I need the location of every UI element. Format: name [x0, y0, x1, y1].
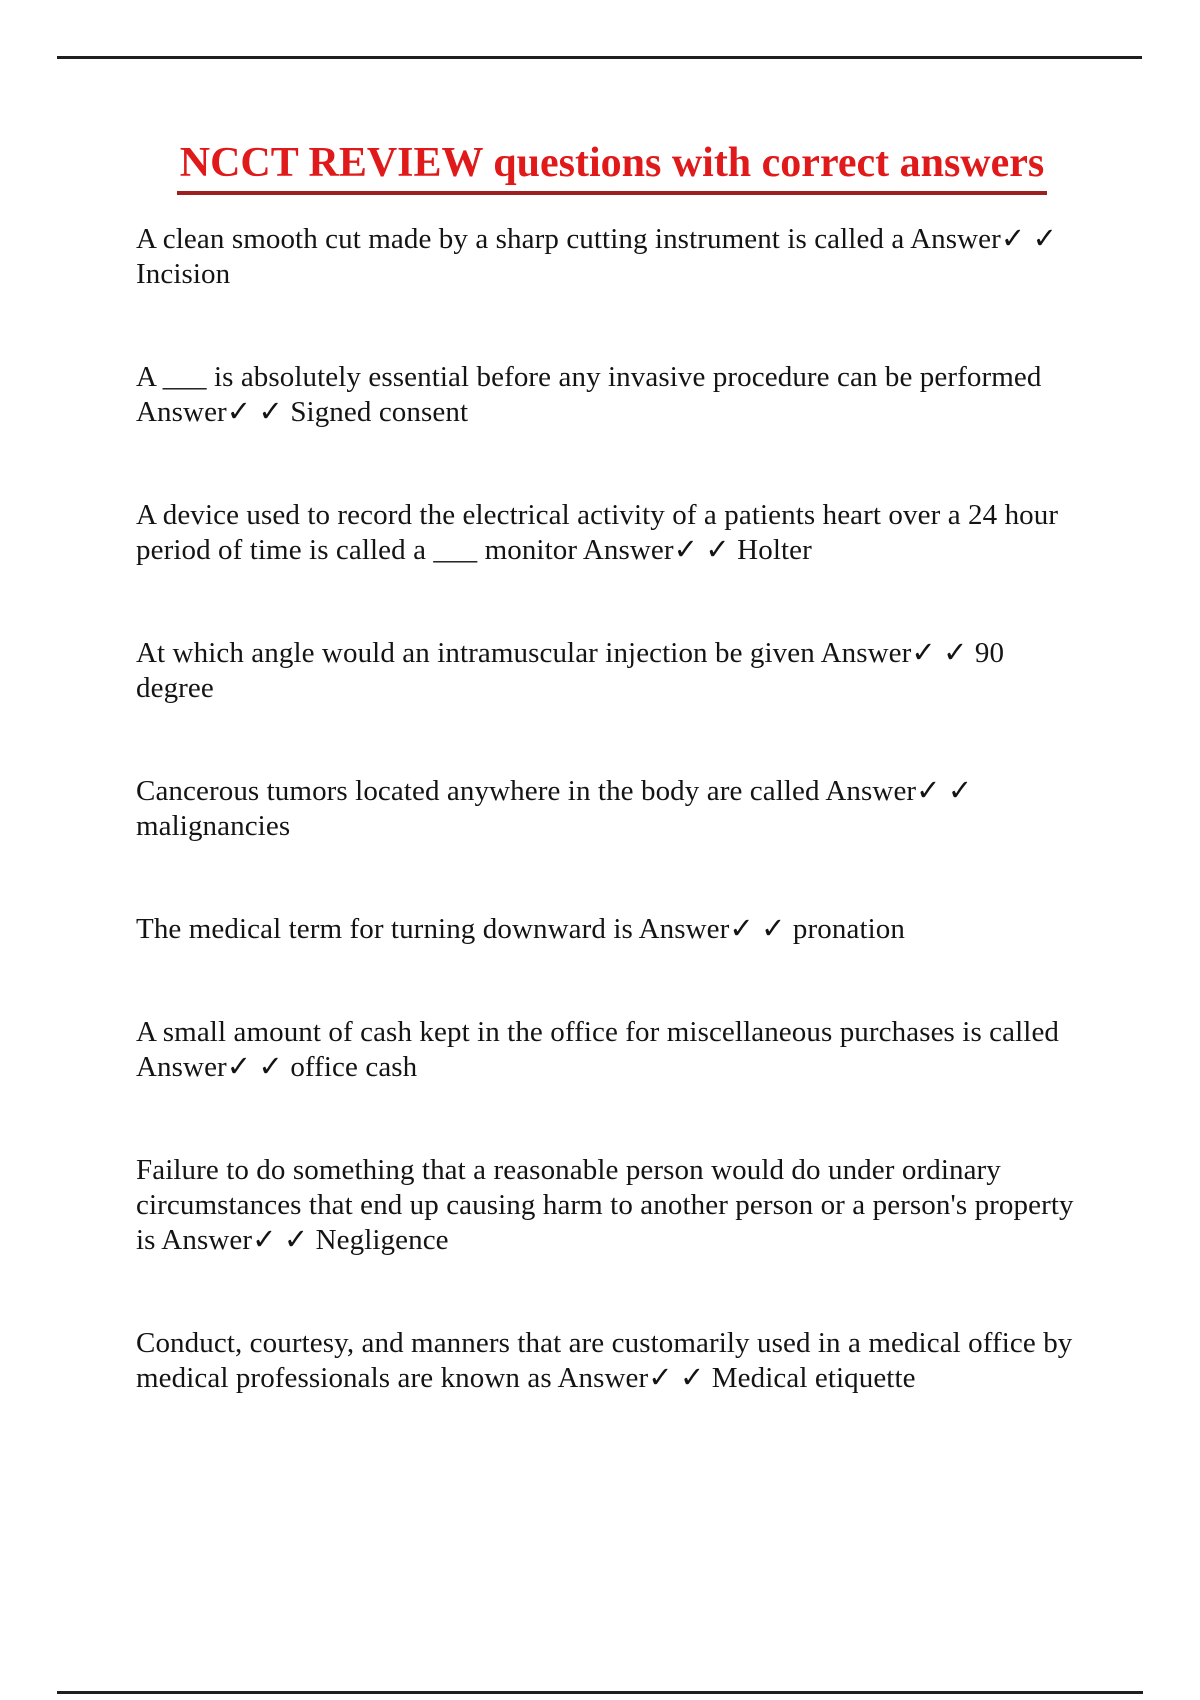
answer-text: 90 degree — [136, 637, 1005, 705]
qa-item — [136, 360, 1088, 430]
question-text: Cancerous tumors located anywhere in the body are called — [136, 775, 820, 808]
question-text: A clean smooth cut made by a sharp cutting instrument is called a — [136, 223, 905, 256]
qa-item — [136, 1153, 1088, 1258]
answer-text: Holter — [737, 534, 812, 567]
answer-marker: Answer✓ ✓ — [136, 1051, 283, 1084]
question-text: Conduct, courtesy, and manners that are customarily used in a medical office by medical professionals are known as — [136, 1327, 1073, 1395]
answer-marker: Answer✓ ✓ — [136, 396, 283, 429]
answer-marker: Answer✓ ✓ — [161, 1224, 309, 1257]
answer-marker: Answer✓ ✓ — [825, 775, 973, 808]
document-content — [136, 0, 1088, 1396]
page-title-text: NCCT REVIEW questions with correct answers — [177, 138, 1048, 195]
answer-marker: Answer✓ ✓ — [910, 223, 1058, 256]
answer-text: Incision — [136, 258, 231, 291]
question-text: The medical term for turning downward is — [136, 913, 633, 946]
qa-item — [136, 912, 1088, 947]
answer-text: Negligence — [315, 1224, 449, 1257]
answer-text: Medical etiquette — [711, 1362, 916, 1395]
qa-item — [136, 498, 1088, 568]
question-text: A device used to record the electrical activity of a patients heart over a 24 hour period of time is called a ___ monitor — [136, 499, 1059, 567]
answer-text: Signed consent — [290, 396, 469, 429]
bottom-horizontal-rule — [57, 1691, 1143, 1694]
answer-text: office cash — [290, 1051, 418, 1084]
answer-marker: Answer✓ ✓ — [557, 1362, 705, 1395]
question-text: Failure to do something that a reasonable person would do under ordinary circumstances that end up causing harm to another person or a person's property is — [136, 1154, 1074, 1257]
question-text: A ___ is absolutely essential before any invasive procedure can be performed — [136, 361, 1042, 394]
qa-list — [136, 222, 1088, 1396]
qa-item — [136, 636, 1088, 706]
qa-item — [136, 1015, 1088, 1085]
page-title — [136, 138, 1088, 195]
question-text: A small amount of cash kept in the office for miscellaneous purchases is called — [136, 1016, 1060, 1049]
answer-marker: Answer✓ ✓ — [582, 534, 730, 567]
qa-item — [136, 1326, 1088, 1396]
qa-item — [136, 222, 1088, 292]
answer-marker: Answer✓ ✓ — [638, 913, 786, 946]
answer-marker: Answer✓ ✓ — [820, 637, 968, 670]
answer-text: malignancies — [136, 810, 291, 843]
answer-text: pronation — [792, 913, 905, 946]
qa-item — [136, 774, 1088, 844]
question-text: At which angle would an intramuscular injection be given — [136, 637, 815, 670]
